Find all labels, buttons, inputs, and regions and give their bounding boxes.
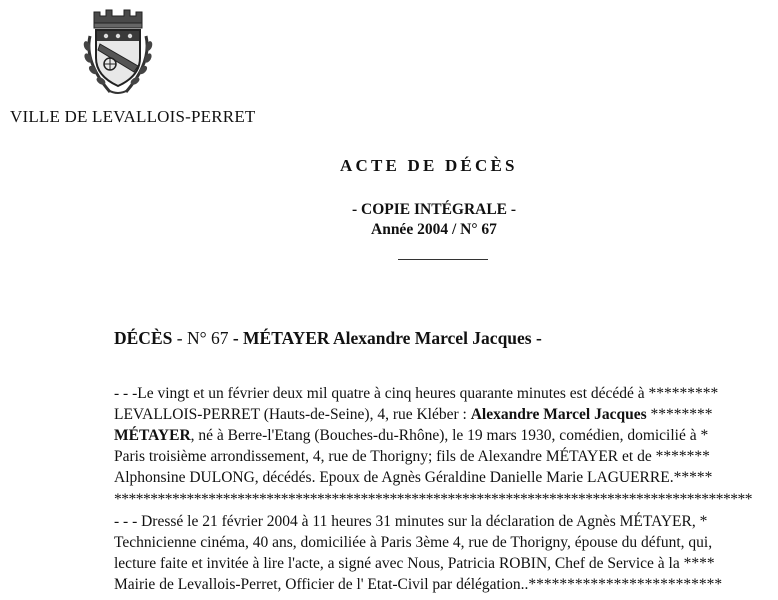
paragraph1-line1: - - -Le vingt et un février deux mil quatre à cinq heures quarante minutes est décédé à *********: [114, 385, 719, 402]
record-number: N° 67: [186, 328, 229, 348]
paragraph2-line3: lecture faite et invitée à lire l'acte, a signé avec Nous, Patricia ROBIN, Chef de Service à la ****: [114, 555, 715, 572]
paragraph1-line4: Paris troisième arrondissement, 4, rue de Thorigny; fils de Alexandre MÉTAYER et de *******: [114, 448, 710, 465]
paragraph1-line2-stars: ********: [646, 406, 713, 423]
heading-separator: -: [172, 328, 187, 348]
record-heading: [114, 328, 542, 349]
paragraph1-line2-name: Alexandre Marcel Jacques: [470, 406, 647, 423]
paragraph2-line1: - - - Dressé le 21 février 2004 à 11 heures 31 minutes sur la déclaration de Agnès MÉTAYER, *: [114, 513, 708, 530]
paragraph1-line3-name: MÉTAYER: [114, 427, 191, 444]
copy-label: - COPIE INTÉGRALE -: [352, 201, 517, 218]
paragraph2-line4: Mairie de Levallois-Perret, Officier de l' Etat-Civil par délégation..*************************: [114, 576, 723, 593]
deces-label: DÉCÈS: [114, 328, 173, 348]
heading-separator-2: -: [228, 328, 244, 348]
paragraph1-line2: [114, 407, 713, 423]
heading-trail: -: [531, 328, 542, 348]
paragraph1-line3: [114, 428, 708, 444]
municipal-coat-of-arms-icon: [80, 6, 156, 96]
document-title: ACTE DE DÉCÈS: [340, 156, 518, 175]
deceased-name: MÉTAYER Alexandre Marcel Jacques: [243, 328, 532, 348]
city-name: VILLE DE LEVALLOIS-PERRET: [10, 107, 256, 126]
paragraph1-line3-text: , né à Berre-l'Etang (Bouches-du-Rhône), le 19 mars 1930, comédien, domicilié à *: [190, 427, 709, 444]
stars-separator: ****************************************************************************************: [114, 491, 752, 508]
title-divider: [398, 259, 488, 260]
paragraph1-line5: Alphonsine DULONG, décédés. Epoux de Agnès Géraldine Danielle Marie LAGUERRE.*****: [114, 469, 713, 486]
paragraph1-line2-text: LEVALLOIS-PERRET (Hauts-de-Seine), 4, rue Kléber :: [114, 406, 471, 423]
paragraph2-line2: Technicienne cinéma, 40 ans, domiciliée à Paris 3ème 4, rue de Thorigny, épouse du défunt, qui,: [114, 534, 713, 551]
year-number: Année 2004 / N° 67: [371, 221, 497, 238]
